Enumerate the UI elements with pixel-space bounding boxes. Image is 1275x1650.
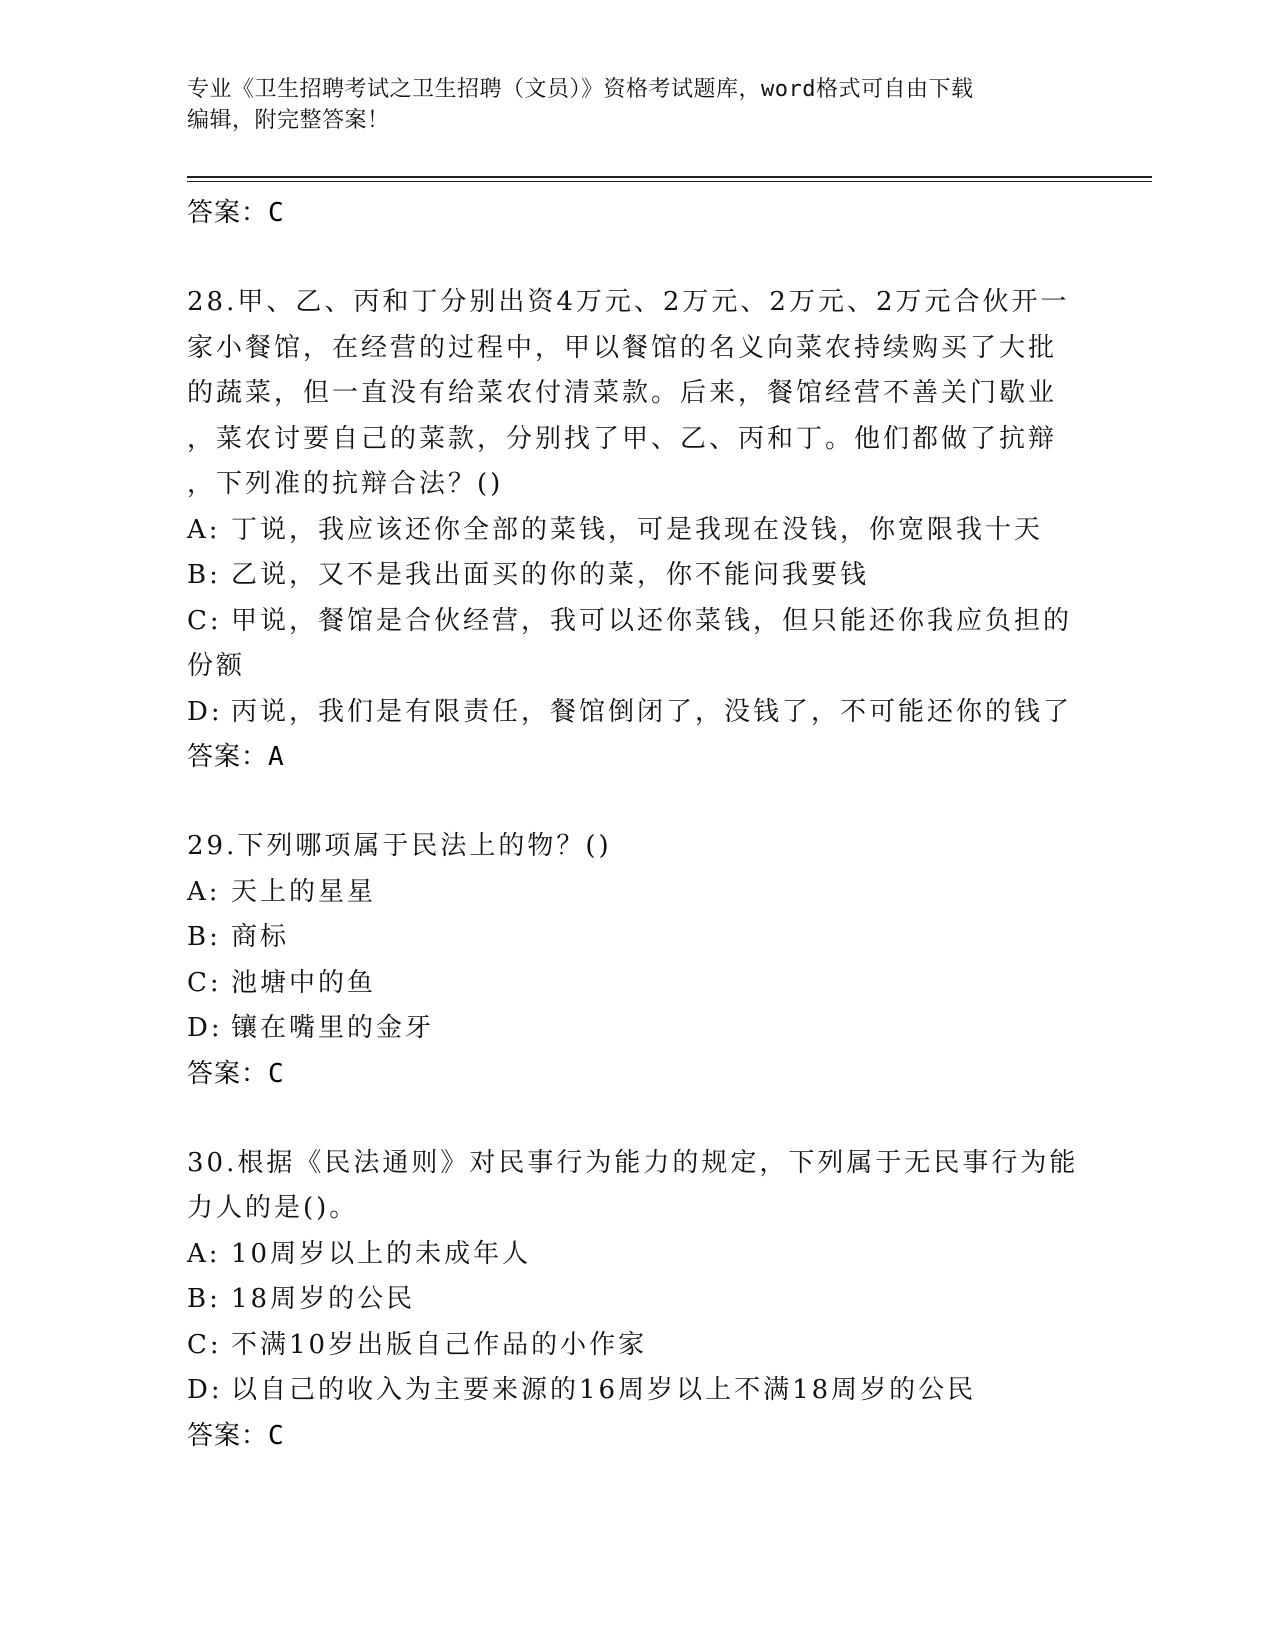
page-header	[187, 74, 1067, 136]
option-text: 乙说，又不是我出面买的你的菜，你不能问我要钱	[231, 560, 870, 590]
answer-option	[187, 1006, 1087, 1052]
option-text: 不满10岁出版自己作品的小作家	[231, 1329, 648, 1360]
header-rule-thin	[187, 181, 1152, 182]
answer-option	[187, 1277, 1087, 1323]
question-answer	[187, 1052, 1087, 1097]
prev-answer	[187, 191, 1087, 236]
answer-option	[187, 1232, 1087, 1278]
option-letter: C:	[187, 605, 222, 636]
answer-option	[187, 1368, 1087, 1414]
question-list	[187, 191, 1087, 1459]
answer-value: C	[268, 1420, 285, 1451]
question-text-line: 28.甲、乙、丙和丁分别出资4万元、2万元、2万元、2万元合伙开一	[187, 287, 1070, 317]
answer-option	[187, 870, 1087, 916]
option-text: 18周岁的公民	[231, 1284, 416, 1314]
question-spacer	[187, 1097, 1087, 1141]
option-letter: C:	[187, 967, 222, 998]
answer-value: C	[268, 1058, 285, 1089]
option-letter: D:	[187, 1375, 223, 1405]
question-text-line: 家小餐馆，在经营的过程中，甲以餐馆的名义向菜农持续购买了大批	[187, 332, 1058, 363]
question-text-line: 30.根据《民法通则》对民事行为能力的规定，下列属于无民事行为能	[187, 1147, 1079, 1178]
option-letter: A:	[187, 514, 221, 545]
question-spacer	[187, 780, 1087, 824]
answer-option	[187, 690, 1087, 736]
question-answer	[187, 735, 1087, 780]
option-text: 商标	[231, 922, 290, 952]
answer-option	[187, 599, 1087, 645]
option-text: 10周岁以上的未成年人	[231, 1238, 532, 1269]
answer-label: 答案：	[187, 1420, 269, 1451]
option-letter: C:	[187, 1329, 222, 1360]
answer-label: 答案：	[187, 742, 269, 772]
answer-option	[187, 508, 1087, 554]
question-block	[187, 1141, 1087, 1459]
option-letter: D:	[187, 1013, 223, 1043]
answer-value: A	[268, 742, 285, 772]
option-text: 份额	[187, 651, 246, 681]
question-block	[187, 824, 1087, 1097]
answer-option	[187, 553, 1087, 599]
answer-label: 答案：	[187, 198, 269, 228]
question-text-line: ，菜农讨要自己的菜款，分别找了甲、乙、丙和丁。他们都做了抗辩	[187, 423, 1058, 454]
header-rule-thick	[187, 176, 1152, 178]
question-block	[187, 280, 1087, 780]
question-text-line: 的蔬菜，但一直没有给菜农付清菜款。后来，餐馆经营不善关门歇业	[187, 378, 1058, 408]
option-text: 天上的星星	[231, 876, 377, 907]
header-line-2: 编辑，附完整答案！	[187, 108, 390, 133]
answer-option	[187, 1323, 1087, 1369]
option-letter: A:	[187, 1238, 221, 1269]
question-text-line: ，下列准的抗辩合法？()	[187, 469, 504, 499]
answer-value: C	[268, 198, 285, 228]
answer-option	[187, 961, 1087, 1007]
question-spacer	[187, 236, 1087, 280]
option-text: 丙说，我们是有限责任，餐馆倒闭了，没钱了，不可能还你的钱了	[231, 696, 1073, 727]
option-text: 以自己的收入为主要来源的16周岁以上不满18周岁的公民	[231, 1375, 977, 1405]
option-text: 甲说，餐馆是合伙经营，我可以还你菜钱，但只能还你我应负担的	[231, 605, 1073, 636]
option-letter: B:	[187, 922, 221, 952]
question-text-line: 29.下列哪项属于民法上的物？()	[187, 831, 612, 861]
header-line-1: 专业《卫生招聘考试之卫生招聘（文员）》资格考试题库，word格式可自由下载	[187, 77, 974, 102]
option-letter: B:	[187, 560, 221, 590]
answer-option	[187, 915, 1087, 961]
answer-option	[187, 644, 1087, 690]
option-letter: A:	[187, 876, 221, 907]
option-letter: D:	[187, 696, 223, 727]
question-text-line: 力人的是()。	[187, 1193, 359, 1223]
option-letter: B:	[187, 1284, 221, 1314]
option-text: 丁说，我应该还你全部的菜钱，可是我现在没钱，你宽限我十天	[231, 514, 1044, 545]
option-text: 镶在嘴里的金牙	[231, 1013, 435, 1043]
answer-label: 答案：	[187, 1058, 269, 1089]
question-answer	[187, 1414, 1087, 1459]
option-text: 池塘中的鱼	[231, 967, 377, 998]
